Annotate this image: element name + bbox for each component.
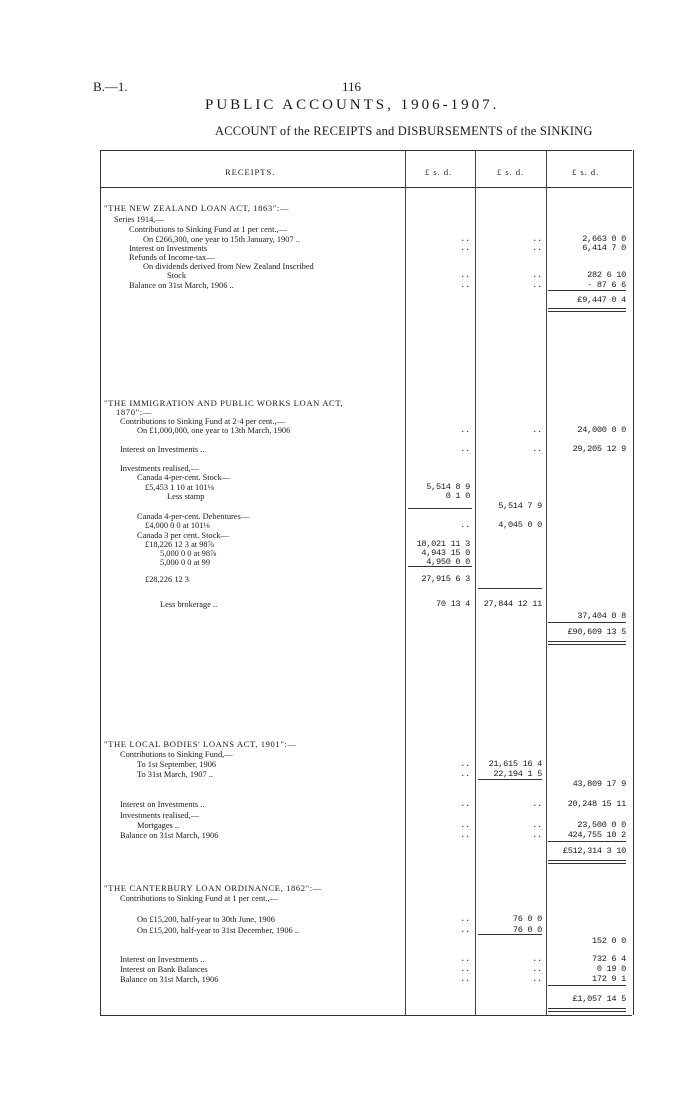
amount-cell: 2,663 0 0 bbox=[582, 234, 626, 244]
row-label: Canada 4-per-cent. Debentures— bbox=[137, 512, 250, 521]
amount-cell: 18,021 11 3 bbox=[416, 539, 470, 549]
row-label: 5,000 0 0 at 99 bbox=[160, 558, 211, 567]
amount-cell: 37,404 0 8 bbox=[577, 611, 626, 621]
row-label: Canada 3 per cent. Stock— bbox=[137, 531, 229, 540]
row-label: Series 1914,— bbox=[114, 215, 164, 224]
amount-cell: .. bbox=[460, 799, 470, 809]
row-label: Contributions to Sinking Fund,— bbox=[120, 750, 233, 759]
total-double-rule bbox=[548, 860, 626, 864]
page-reference: B.—1. bbox=[93, 79, 128, 94]
amount-cell: 43,809 17 9 bbox=[572, 779, 626, 789]
amount-cell: .. bbox=[532, 280, 542, 290]
section-title: "THE CANTERBURY LOAN ORDINANCE, 1862":— bbox=[104, 883, 322, 893]
amount-cell: 24,000 0 0 bbox=[577, 425, 626, 435]
amount-cell: .. bbox=[460, 270, 470, 280]
row-label: Stock bbox=[167, 271, 187, 280]
section-total: £9,447 0 4 bbox=[577, 295, 626, 305]
sum-rule bbox=[478, 779, 542, 780]
amount-cell: 21,615 16 4 bbox=[488, 759, 542, 769]
sum-rule bbox=[478, 588, 542, 589]
amount-cell: .. bbox=[532, 444, 542, 454]
row-label: On £15,200, half-year to 31st December, 1906 .. bbox=[137, 926, 300, 935]
amount-cell: 424,755 10 2 bbox=[567, 830, 626, 840]
total-double-rule bbox=[548, 641, 626, 645]
amount-cell: 5,514 8 9 bbox=[426, 482, 470, 492]
amount-cell: .. bbox=[460, 243, 470, 253]
section-title: "THE LOCAL BODIES' LOANS ACT, 1901":— bbox=[104, 739, 297, 749]
column-header-1: £ s. d. bbox=[425, 167, 453, 177]
amount-cell: .. bbox=[532, 234, 542, 244]
row-label: Balance on 31st March, 1906 bbox=[120, 831, 219, 840]
amount-cell: .. bbox=[532, 799, 542, 809]
row-label: On dividends derived from New Zealand Inscribed bbox=[143, 262, 314, 271]
row-label: Canada 4-per-cent. Stock— bbox=[137, 473, 231, 482]
amount-cell: .. bbox=[460, 954, 470, 964]
amount-cell: 172 9 1 bbox=[592, 974, 626, 984]
row-label: £18,226 12 3 at 98⅞ bbox=[145, 540, 214, 549]
row-label: Contributions to Sinking Fund at 1 per cent.,— bbox=[129, 225, 287, 234]
amount-cell: .. bbox=[460, 234, 470, 244]
row-label: Investments realised,— bbox=[120, 464, 200, 473]
amount-cell: .. bbox=[532, 243, 542, 253]
row-label: £4,000 0 0 at 101⅛ bbox=[145, 521, 210, 530]
row-label: £28,226 12 3 bbox=[145, 575, 189, 584]
amount-cell: - 87 6 6 bbox=[587, 280, 626, 290]
column-header-3: £ s. d. bbox=[572, 167, 600, 177]
row-label: £5,453 1 10 at 101⅛ bbox=[145, 483, 214, 492]
row-label: Mortgages .. bbox=[137, 821, 180, 830]
row-label: Contributions to Sinking Fund at 2·4 per cent.,— bbox=[120, 417, 285, 426]
section-total: £1,057 14 5 bbox=[572, 994, 626, 1004]
section-total: £90,609 13 5 bbox=[567, 627, 626, 637]
amount-cell: 282 6 10 bbox=[587, 270, 626, 280]
page-number: 116 bbox=[342, 79, 362, 94]
amount-cell: 76 0 0 bbox=[512, 914, 542, 924]
row-label: Interest on Investments .. bbox=[120, 955, 205, 964]
amount-cell: .. bbox=[532, 830, 542, 840]
sum-rule bbox=[548, 290, 626, 291]
amount-cell: .. bbox=[460, 925, 470, 935]
amount-cell: 4,950 0 0 bbox=[426, 557, 470, 567]
sum-rule bbox=[548, 985, 626, 986]
sum-rule bbox=[548, 622, 626, 623]
amount-cell: 4,943 15 0 bbox=[421, 548, 470, 558]
account-subtitle: ACCOUNT of the RECEIPTS and DISBURSEMENTS of the SINKING bbox=[215, 124, 593, 138]
sum-rule bbox=[548, 841, 626, 842]
amount-cell: .. bbox=[460, 280, 470, 290]
row-label: Interest on Investments .. bbox=[120, 800, 205, 809]
sum-rule bbox=[408, 566, 472, 567]
row-label: Less stamp bbox=[167, 492, 205, 501]
row-label: On £15,200, half-year to 30th June, 1906 bbox=[137, 915, 275, 924]
amount-cell: 27,915 6 3 bbox=[421, 574, 470, 584]
amount-cell: .. bbox=[532, 974, 542, 984]
row-label: To 31st March, 1907 .. bbox=[137, 770, 213, 779]
amount-cell: .. bbox=[532, 820, 542, 830]
amount-cell: .. bbox=[460, 974, 470, 984]
amount-cell: 5,514 7 9 bbox=[498, 501, 542, 511]
amount-cell: 732 6 4 bbox=[592, 954, 626, 964]
section-title-continued: 1870":— bbox=[116, 407, 152, 417]
amount-cell: .. bbox=[532, 425, 542, 435]
amount-cell: .. bbox=[460, 830, 470, 840]
section-total: £512,314 3 10 bbox=[562, 846, 626, 856]
row-label: Refunds of Income-tax— bbox=[129, 253, 215, 262]
page-title: PUBLIC ACCOUNTS, 1906-1907. bbox=[205, 97, 500, 113]
amount-cell: .. bbox=[532, 964, 542, 974]
amount-cell: 23,500 0 0 bbox=[577, 820, 626, 830]
row-label: Interest on Bank Balances bbox=[120, 965, 208, 974]
amount-cell: 70 13 4 bbox=[436, 599, 470, 609]
amount-cell: 152 0 0 bbox=[592, 936, 626, 946]
section-title: "THE NEW ZEALAND LOAN ACT, 1863":— bbox=[104, 203, 290, 213]
amount-cell: 0 19 0 bbox=[596, 964, 626, 974]
amount-cell: 29,205 12 9 bbox=[572, 444, 626, 454]
row-label: Interest on Investments .. bbox=[120, 445, 205, 454]
column-header-2: £ s. d. bbox=[497, 167, 525, 177]
amount-cell: 22,194 1 5 bbox=[493, 769, 542, 779]
row-label: Contributions to Sinking Fund at 1 per cent.,— bbox=[120, 894, 278, 903]
sum-rule bbox=[478, 934, 542, 935]
amount-cell: 76 0 0 bbox=[512, 925, 542, 935]
row-label: Less brokerage .. bbox=[160, 600, 218, 609]
row-label: 5,000 0 0 at 98⅞ bbox=[160, 549, 217, 558]
amount-cell: .. bbox=[460, 914, 470, 924]
sum-rule bbox=[408, 508, 472, 509]
total-double-rule bbox=[548, 1008, 626, 1012]
row-label: On £1,000,000, one year to 13th March, 1906 bbox=[137, 426, 291, 435]
total-double-rule bbox=[548, 308, 626, 312]
row-label: Interest on Investments bbox=[129, 244, 208, 253]
amount-cell: .. bbox=[460, 820, 470, 830]
amount-cell: .. bbox=[460, 520, 470, 530]
row-label: Balance on 31st March, 1906 bbox=[120, 975, 219, 984]
amount-cell: 0 1 0 bbox=[445, 491, 470, 501]
amount-cell: .. bbox=[532, 270, 542, 280]
row-label: Investments realised,— bbox=[120, 811, 200, 820]
amount-cell: .. bbox=[460, 964, 470, 974]
section-title: "THE IMMIGRATION AND PUBLIC WORKS LOAN ACT, bbox=[104, 398, 344, 408]
row-label: Balance on 31st March, 1906 .. bbox=[129, 281, 234, 290]
amount-cell: .. bbox=[532, 954, 542, 964]
amount-cell: 4,045 0 0 bbox=[498, 520, 542, 530]
amount-cell: .. bbox=[460, 759, 470, 769]
amount-cell: .. bbox=[460, 444, 470, 454]
amount-cell: .. bbox=[460, 769, 470, 779]
amount-cell: 6,414 7 0 bbox=[582, 243, 626, 253]
column-header-receipts: RECEIPTS. bbox=[225, 167, 276, 177]
amount-cell: 20,248 15 11 bbox=[567, 799, 626, 809]
amount-cell: .. bbox=[460, 425, 470, 435]
row-label: On £266,300, one year to 15th January, 1907 .. bbox=[143, 235, 300, 244]
row-label: To 1st September, 1906 bbox=[137, 760, 217, 769]
amount-cell: 27,844 12 11 bbox=[483, 599, 542, 609]
